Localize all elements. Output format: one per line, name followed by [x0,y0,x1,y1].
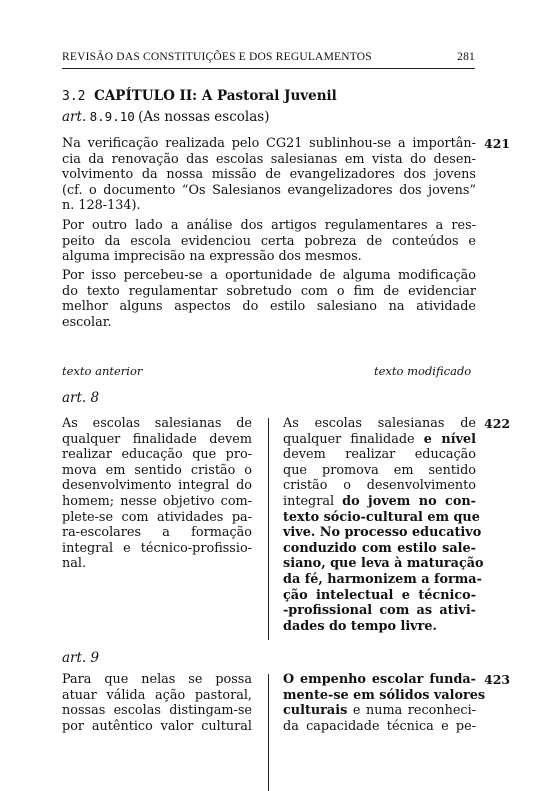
column-line: atuar válida ação pastoral, [62,687,252,703]
column-line: integral do jovem no con- [283,493,476,509]
column-label-modified: texto modificado [374,364,472,378]
column-line: mova em sentido cristão o [62,462,252,478]
running-header [62,51,475,69]
paragraph-line: Na verificação realizada pelo CG21 sublinhou-se a importân- [62,136,476,151]
paragraph-line: peito da escola evidenciou certa pobreza de conteúdos e [62,233,476,249]
article-reference [62,109,269,125]
column-line: As escolas salesianas de [283,416,476,431]
article-heading-text: art. 9 [62,650,100,666]
paragraph-line: melhor alguns aspectos do estilo salesiano na atividade [62,299,476,315]
column-line: conduzido com estilo sale- [283,540,476,556]
column-line: dades do tempo livre. [283,618,437,634]
column-line: cristão o desenvolvimento [283,478,476,494]
art8-modified-text [283,416,484,634]
article-code: 8.9.10 [89,109,135,124]
paragraph-line: Por outro lado a análise dos artigos regulamentares a res- [62,218,476,233]
paragraph-2 [62,218,476,265]
section-number: 3.2 [62,89,86,104]
column-line: integral e técnico-profissio- [62,540,252,556]
column-line: qualquer finalidade devem [62,431,252,447]
column-line: realizar educação que pro- [62,447,252,463]
column-divider [268,418,269,640]
article-8-heading [62,390,99,406]
art9-previous-text [62,672,252,734]
column-line: devem realizar educação [283,447,476,463]
margin-number: 423 [484,672,511,687]
column-line: As escolas salesianas de [62,416,252,431]
paragraph-line: do texto regulamentar sobretudo com o fim de evidenciar [62,283,476,299]
section-title: CAPÍTULO II: A Pastoral Juvenil [94,88,337,104]
column-line: mente-se em sólidos valores [283,687,486,703]
paragraph-line: Por isso percebeu-se a oportunidade de alguma modificação [62,268,476,283]
column-line: nossas escolas distingam-se [62,703,252,719]
paragraph-line: volvimento da nossa missão de evangelizadores dos jovens [62,167,476,183]
page-number: 281 [457,51,475,63]
paragraph-line: n. 128-134). [62,198,141,214]
column-line: da capacidade técnica e pe- [283,718,476,734]
column-line: texto sócio-cultural em que [283,509,480,525]
section-heading [62,88,337,104]
column-line: -profissional com as ativi- [283,603,476,619]
column-line: culturais e numa reconheci- [283,703,476,719]
column-line: qualquer finalidade e nível [283,431,477,447]
column-line: ra-escolares a formação [62,525,252,541]
margin-number: 421 [484,136,511,151]
article-prefix: art. [62,109,87,125]
column-line: homem; nesse objetivo com- [62,493,252,509]
article-heading-text: art. 8 [62,390,100,406]
header-rule [62,68,475,69]
paragraph-1 [62,136,476,214]
column-line: ção intelectual e técnico- [283,587,476,603]
column-label-previous: texto anterior [62,364,143,378]
column-line: siano, que leva à maturação [283,556,484,572]
article-9-heading [62,650,99,666]
column-divider [268,674,269,791]
column-line: da fé, harmonizem a forma- [283,571,482,587]
margin-number: 422 [484,416,511,431]
paragraph-line: alguma imprecisão na expressão dos mesmos. [62,249,362,265]
column-line: que promova em sentido [283,462,476,478]
column-line: por autêntico valor cultural [62,718,252,734]
header-title: REVISÃO DAS CONSTITUIÇÕES E DOS REGULAMENTOS [62,51,372,63]
article-subtitle: (As nossas escolas) [138,109,270,125]
art9-modified-text [283,672,486,734]
paragraph-line: (cf. o documento “Os Salesianos evangelizadores dos jovens” [62,182,476,198]
paragraph-3 [62,268,476,330]
paragraph-line: escolar. [62,314,112,330]
column-line: nal. [62,556,87,572]
column-line: plete-se com atividades pa- [62,509,252,525]
paragraph-line: cia da renovação das escolas salesianas em vista do desen- [62,151,476,167]
column-line: Para que nelas se possa [62,672,252,687]
art8-previous-text [62,416,252,572]
column-line: vive. No processo educativo [283,525,482,541]
column-line: desenvolvimento integral do [62,478,252,494]
column-line: O empenho escolar funda- [283,672,476,687]
